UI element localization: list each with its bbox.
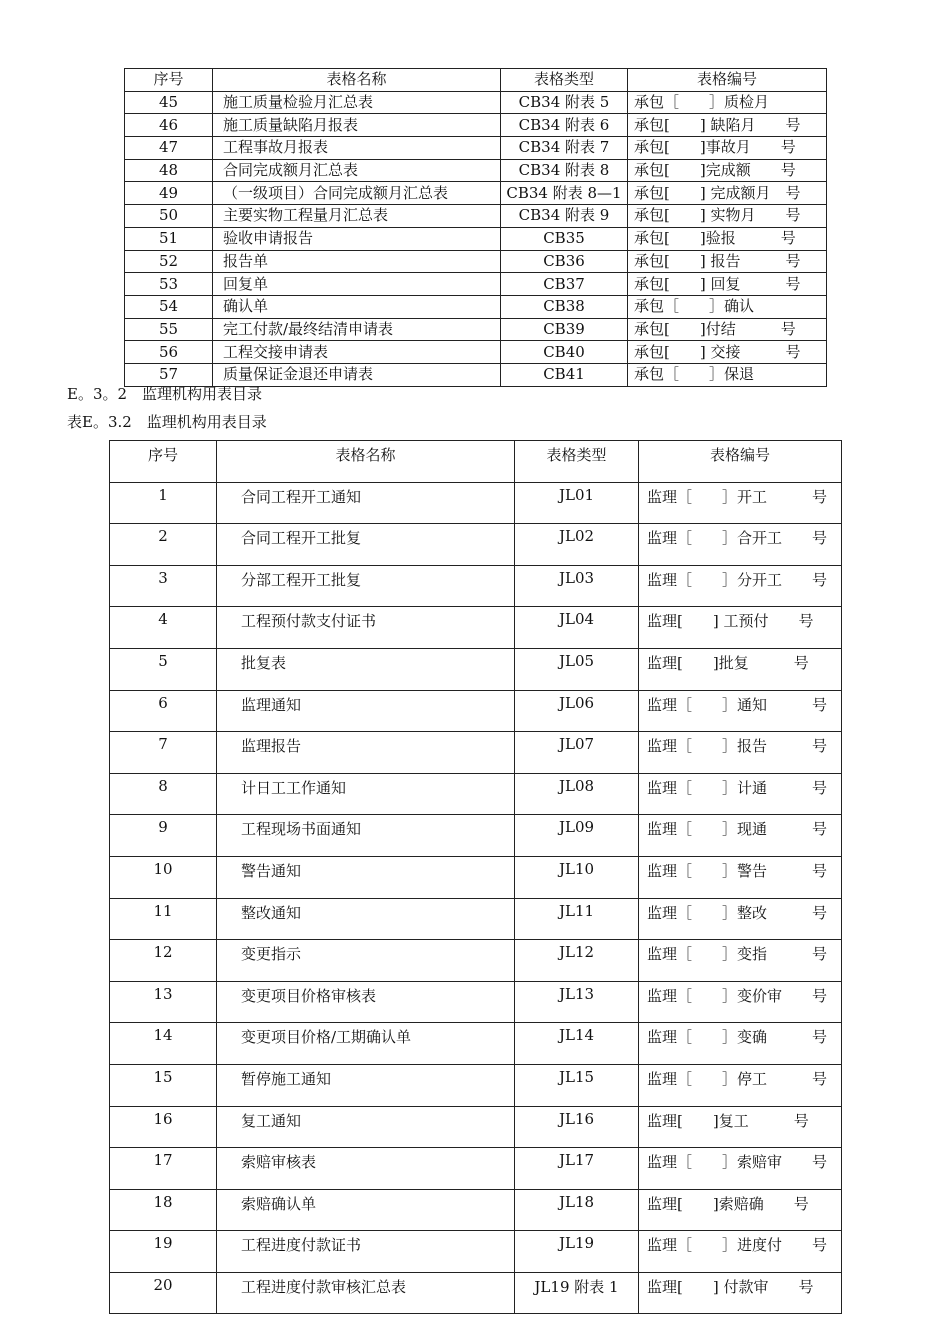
row-number: 46 — [125, 114, 213, 137]
form-name: 质量保证金退还申请表 — [213, 363, 501, 386]
row-number: 11 — [110, 898, 217, 940]
table-row — [125, 182, 827, 205]
form-name: 合同工程开工通知 — [217, 482, 515, 524]
form-type: JL08 — [515, 773, 639, 815]
row-number: 16 — [110, 1106, 217, 1148]
table-row — [125, 341, 827, 364]
form-type: JL15 — [515, 1064, 639, 1106]
form-name: 回复单 — [213, 273, 501, 296]
header-no: 序号 — [125, 69, 213, 92]
row-number: 8 — [110, 773, 217, 815]
table-row — [110, 981, 842, 1023]
table-row — [110, 565, 842, 607]
form-name: 工程预付款支付证书 — [217, 607, 515, 649]
form-code: 监理［ ］报告 号 — [639, 732, 842, 774]
form-name: 验收申请报告 — [213, 227, 501, 250]
form-code: 承包［ ］保退 — [628, 363, 827, 386]
row-number: 56 — [125, 341, 213, 364]
form-type: JL18 — [515, 1189, 639, 1231]
table-row — [110, 648, 842, 690]
form-code: 监理［ ］计通 号 — [639, 773, 842, 815]
row-number: 19 — [110, 1231, 217, 1273]
form-type: JL01 — [515, 482, 639, 524]
row-number: 51 — [125, 227, 213, 250]
table-row — [110, 940, 842, 982]
form-name: 分部工程开工批复 — [217, 565, 515, 607]
form-code: 监理［ ］分开工 号 — [639, 565, 842, 607]
table-row — [125, 137, 827, 160]
table-row — [125, 205, 827, 228]
form-name: 批复表 — [217, 648, 515, 690]
form-type: JL09 — [515, 815, 639, 857]
form-name: 工程交接申请表 — [213, 341, 501, 364]
table-row — [110, 1064, 842, 1106]
row-number: 17 — [110, 1148, 217, 1190]
form-code: 监理［ ］变确 号 — [639, 1023, 842, 1065]
form-name: 变更指示 — [217, 940, 515, 982]
row-number: 15 — [110, 1064, 217, 1106]
table-row — [125, 273, 827, 296]
row-number: 4 — [110, 607, 217, 649]
form-name: 工程进度付款证书 — [217, 1231, 515, 1273]
form-code: 监理［ ］现通 号 — [639, 815, 842, 857]
form-code: 监理［ ］开工 号 — [639, 482, 842, 524]
header-no: 序号 — [110, 441, 217, 483]
form-type: CB39 — [501, 318, 628, 341]
form-type: JL05 — [515, 648, 639, 690]
form-type: CB34 附表 9 — [501, 205, 628, 228]
form-name: 工程事故月报表 — [213, 137, 501, 160]
table-row — [125, 91, 827, 114]
form-type: JL19 — [515, 1231, 639, 1273]
table-row — [125, 318, 827, 341]
form-name: 暂停施工通知 — [217, 1064, 515, 1106]
row-number: 13 — [110, 981, 217, 1023]
form-name: 确认单 — [213, 295, 501, 318]
row-number: 6 — [110, 690, 217, 732]
form-name: 完工付款/最终结清申请表 — [213, 318, 501, 341]
form-name: 合同工程开工批复 — [217, 524, 515, 566]
form-code: 承包[ ] 缺陷月 号 — [628, 114, 827, 137]
form-code: 监理［ ］整改 号 — [639, 898, 842, 940]
form-type: JL14 — [515, 1023, 639, 1065]
table-row — [110, 1023, 842, 1065]
form-name: 变更项目价格/工期确认单 — [217, 1023, 515, 1065]
row-number: 57 — [125, 363, 213, 386]
form-type: CB41 — [501, 363, 628, 386]
form-name: 警告通知 — [217, 856, 515, 898]
form-code: 承包［ ］质检月 — [628, 91, 827, 114]
form-type: CB34 附表 6 — [501, 114, 628, 137]
form-type: CB35 — [501, 227, 628, 250]
table-row — [110, 690, 842, 732]
form-type: CB34 附表 7 — [501, 137, 628, 160]
row-number: 53 — [125, 273, 213, 296]
header-name: 表格名称 — [217, 441, 515, 483]
form-code: 监理［ ］变指 号 — [639, 940, 842, 982]
form-type: JL11 — [515, 898, 639, 940]
form-name: 主要实物工程量月汇总表 — [213, 205, 501, 228]
table-row — [110, 482, 842, 524]
row-number: 52 — [125, 250, 213, 273]
table-header-row — [110, 441, 842, 483]
row-number: 47 — [125, 137, 213, 160]
form-code: 承包[ ] 完成额月 号 — [628, 182, 827, 205]
form-name: 索赔确认单 — [217, 1189, 515, 1231]
form-type: CB36 — [501, 250, 628, 273]
form-type: CB37 — [501, 273, 628, 296]
section-heading: E。3。2 监理机构用表目录 — [67, 385, 263, 403]
row-number: 7 — [110, 732, 217, 774]
form-code: 监理[ ] 付款审 号 — [639, 1272, 842, 1314]
table-caption: 表E。3.2 监理机构用表目录 — [67, 413, 267, 431]
form-type: CB34 附表 8 — [501, 159, 628, 182]
table-row — [125, 159, 827, 182]
form-type: CB34 附表 5 — [501, 91, 628, 114]
form-code: 承包[ ] 报告 号 — [628, 250, 827, 273]
row-number: 1 — [110, 482, 217, 524]
form-code: 监理［ ］停工 号 — [639, 1064, 842, 1106]
form-code: 承包[ ]事故月 号 — [628, 137, 827, 160]
table-row — [110, 524, 842, 566]
form-code: 监理［ ］警告 号 — [639, 856, 842, 898]
form-name: 整改通知 — [217, 898, 515, 940]
form-type: JL16 — [515, 1106, 639, 1148]
form-code: 监理[ ] 工预付 号 — [639, 607, 842, 649]
table-row — [110, 898, 842, 940]
table-row — [125, 227, 827, 250]
form-code: 监理［ ］进度付 号 — [639, 1231, 842, 1273]
table-row — [110, 773, 842, 815]
row-number: 50 — [125, 205, 213, 228]
table-row — [110, 1189, 842, 1231]
row-number: 9 — [110, 815, 217, 857]
row-number: 20 — [110, 1272, 217, 1314]
form-type: CB38 — [501, 295, 628, 318]
form-name: 工程现场书面通知 — [217, 815, 515, 857]
row-number: 45 — [125, 91, 213, 114]
header-code: 表格编号 — [639, 441, 842, 483]
form-name: 施工质量检验月汇总表 — [213, 91, 501, 114]
form-type: CB40 — [501, 341, 628, 364]
form-code: 承包[ ]验报 号 — [628, 227, 827, 250]
form-name: 监理报告 — [217, 732, 515, 774]
form-name: 监理通知 — [217, 690, 515, 732]
form-code: 承包[ ] 实物月 号 — [628, 205, 827, 228]
row-number: 5 — [110, 648, 217, 690]
form-name: 索赔审核表 — [217, 1148, 515, 1190]
header-code: 表格编号 — [628, 69, 827, 92]
form-name: 变更项目价格审核表 — [217, 981, 515, 1023]
form-name: 计日工工作通知 — [217, 773, 515, 815]
form-code: 承包［ ］确认 — [628, 295, 827, 318]
row-number: 49 — [125, 182, 213, 205]
form-code: 承包[ ]付结 号 — [628, 318, 827, 341]
table-row — [110, 815, 842, 857]
form-name: 报告单 — [213, 250, 501, 273]
row-number: 3 — [110, 565, 217, 607]
table-row — [110, 1148, 842, 1190]
table-row — [125, 250, 827, 273]
row-number: 10 — [110, 856, 217, 898]
form-type: JL10 — [515, 856, 639, 898]
table-row — [110, 856, 842, 898]
form-type: JL07 — [515, 732, 639, 774]
form-code: 监理[ ]索赔确 号 — [639, 1189, 842, 1231]
table-row — [110, 1106, 842, 1148]
form-type: JL19 附表 1 — [515, 1272, 639, 1314]
form-code: 监理[ ]批复 号 — [639, 648, 842, 690]
form-type: CB34 附表 8—1 — [501, 182, 628, 205]
form-type: JL02 — [515, 524, 639, 566]
form-code: 承包[ ]完成额 号 — [628, 159, 827, 182]
supervisor-forms-table — [109, 440, 842, 1314]
table-row — [110, 1272, 842, 1314]
form-type: JL03 — [515, 565, 639, 607]
form-name: 复工通知 — [217, 1106, 515, 1148]
table-row — [110, 607, 842, 649]
row-number: 12 — [110, 940, 217, 982]
form-type: JL06 — [515, 690, 639, 732]
row-number: 55 — [125, 318, 213, 341]
row-number: 2 — [110, 524, 217, 566]
table-row — [110, 732, 842, 774]
form-type: JL17 — [515, 1148, 639, 1190]
row-number: 54 — [125, 295, 213, 318]
form-code: 承包[ ] 回复 号 — [628, 273, 827, 296]
form-name: （一级项目）合同完成额月汇总表 — [213, 182, 501, 205]
table-header-row — [125, 69, 827, 92]
form-type: JL04 — [515, 607, 639, 649]
form-code: 监理［ ］合开工 号 — [639, 524, 842, 566]
form-code: 监理［ ］变价审 号 — [639, 981, 842, 1023]
table-row — [110, 1231, 842, 1273]
form-type: JL12 — [515, 940, 639, 982]
form-code: 监理［ ］通知 号 — [639, 690, 842, 732]
header-name: 表格名称 — [213, 69, 501, 92]
table-row — [125, 295, 827, 318]
row-number: 48 — [125, 159, 213, 182]
form-code: 监理[ ]复工 号 — [639, 1106, 842, 1148]
header-type: 表格类型 — [501, 69, 628, 92]
row-number: 14 — [110, 1023, 217, 1065]
form-type: JL13 — [515, 981, 639, 1023]
form-name: 合同完成额月汇总表 — [213, 159, 501, 182]
form-name: 施工质量缺陷月报表 — [213, 114, 501, 137]
contractor-forms-table — [124, 68, 827, 387]
header-type: 表格类型 — [515, 441, 639, 483]
form-code: 监理［ ］索赔审 号 — [639, 1148, 842, 1190]
form-code: 承包[ ] 交接 号 — [628, 341, 827, 364]
row-number: 18 — [110, 1189, 217, 1231]
form-name: 工程进度付款审核汇总表 — [217, 1272, 515, 1314]
table-row — [125, 114, 827, 137]
